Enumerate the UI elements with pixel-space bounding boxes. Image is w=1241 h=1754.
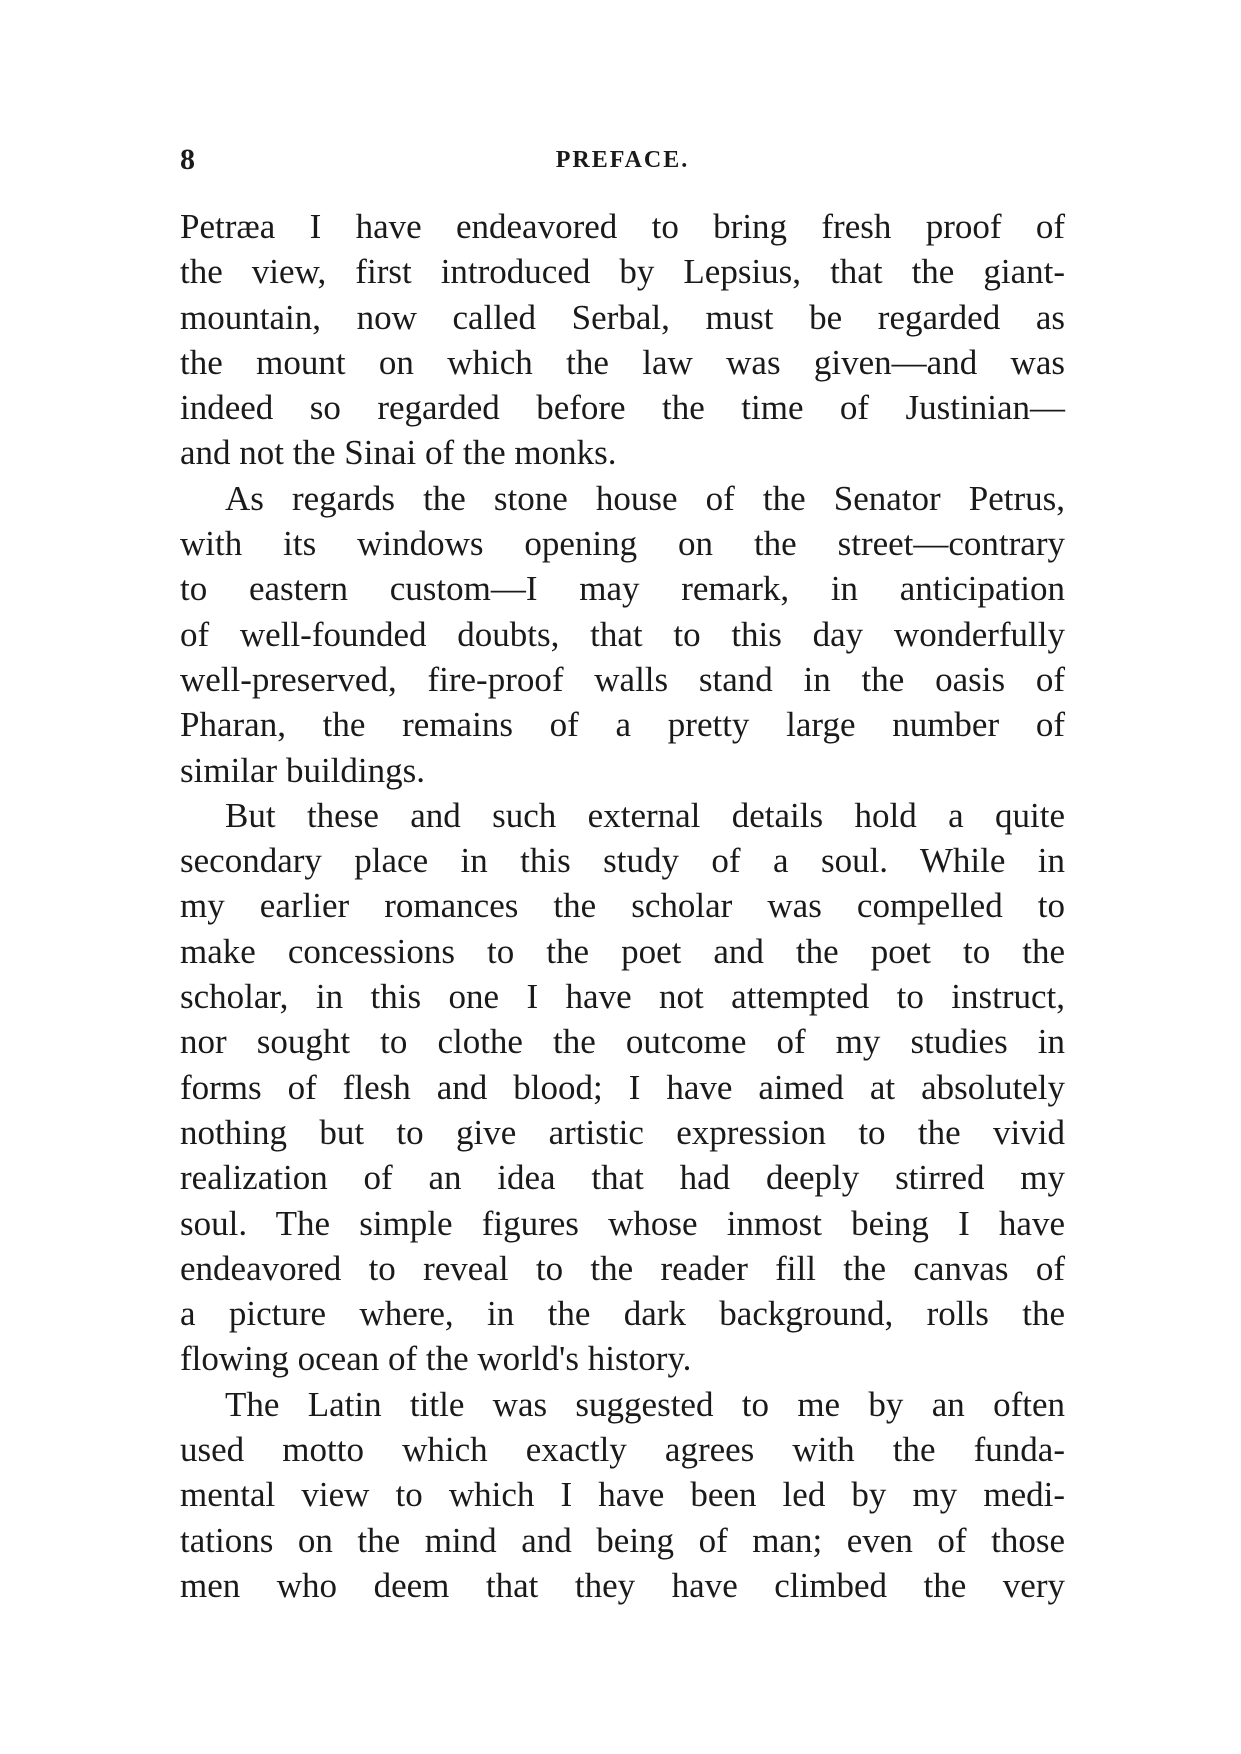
text-line: mountain, now called Serbal, must be regarded as — [180, 297, 1065, 337]
text-line: secondary place in this study of a soul. While in — [180, 841, 1065, 881]
text-line: similar buildings. — [180, 750, 425, 790]
text-line: a picture where, in the dark background, rolls the — [180, 1294, 1065, 1334]
text-line: forms of flesh and blood; I have aimed at absolutely — [180, 1067, 1065, 1107]
text-line: But these and such external details hold a quite — [225, 795, 1065, 835]
text-line: make concessions to the poet and the poet to the — [180, 931, 1065, 971]
text-line: the mount on which the law was given—and was — [180, 342, 1065, 382]
text-line: with its windows opening on the street—contrary — [180, 524, 1065, 564]
running-head — [180, 140, 1065, 180]
text-line: scholar, in this one I have not attempted to instruct, — [180, 977, 1065, 1017]
text-line: Petræa I have endeavored to bring fresh proof of — [180, 207, 1065, 246]
text-line: indeed so regarded before the time of Justinian— — [180, 388, 1065, 428]
body-text — [180, 204, 1065, 1608]
paragraph-1 — [180, 204, 1065, 476]
text-line: mental view to which I have been led by my medi- — [180, 1475, 1065, 1515]
text-line: the view, first introduced by Lepsius, that the giant- — [180, 252, 1065, 292]
text-line: my earlier romances the scholar was compelled to — [180, 886, 1065, 926]
text-line: men who deem that they have climbed the very — [180, 1565, 1065, 1605]
header-title: PREFACE. — [555, 147, 690, 173]
text-line: The Latin title was suggested to me by an often — [225, 1384, 1065, 1424]
text-line: As regards the stone house of the Senator Petrus, — [225, 478, 1065, 518]
text-line: soul. The simple figures whose inmost being I have — [180, 1203, 1065, 1243]
text-line: nothing but to give artistic expression to the vivid — [180, 1112, 1065, 1152]
text-line: and not the Sinai of the monks. — [180, 433, 617, 473]
text-line: endeavored to reveal to the reader fill the canvas of — [180, 1248, 1065, 1288]
paragraph-4 — [180, 1382, 1065, 1608]
text-line: flowing ocean of the world's history. — [180, 1339, 692, 1379]
text-line: nor sought to clothe the outcome of my studies in — [180, 1022, 1065, 1062]
text-line: tations on the mind and being of man; even of those — [180, 1520, 1065, 1560]
text-line: realization of an idea that had deeply stirred my — [180, 1158, 1065, 1198]
paragraph-2 — [180, 476, 1065, 793]
text-line: to eastern custom—I may remark, in anticipation — [180, 569, 1065, 609]
text-line: well-preserved, fire-proof walls stand in the oasis of — [180, 659, 1065, 699]
page-number: 8 — [180, 143, 195, 176]
paragraph-3 — [180, 793, 1065, 1382]
text-line: used motto which exactly agrees with the funda- — [180, 1430, 1065, 1470]
text-line: of well-founded doubts, that to this day wonderfully — [180, 614, 1065, 654]
text-line: Pharan, the remains of a pretty large number of — [180, 705, 1065, 745]
